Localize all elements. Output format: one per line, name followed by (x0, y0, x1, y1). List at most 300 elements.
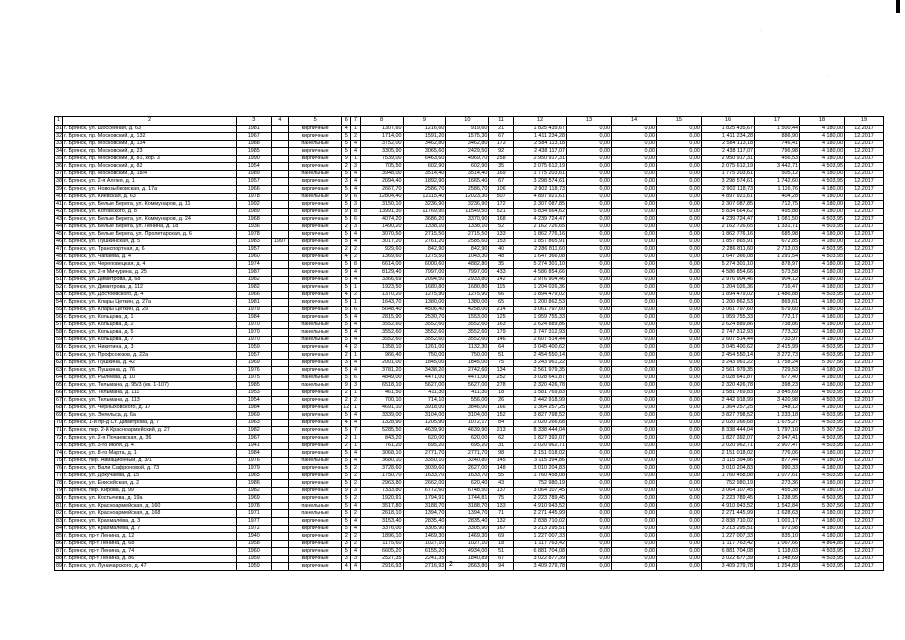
residents-cell: 167 (489, 525, 514, 533)
cost-federal-cell: 0,00 (567, 246, 612, 254)
living-area-cell: 1394,70 (403, 510, 446, 518)
cost-local-cell: 0,00 (656, 404, 701, 412)
floors-cell: 4 (342, 563, 351, 571)
deadline-cell: 12.2017 (845, 427, 884, 435)
address-cell: г. Брянск, ул. Черныховского, д. 17 (63, 404, 237, 412)
floors-cell: 5 (342, 367, 351, 375)
limit-cost-cell: 4 503,95 (800, 442, 845, 450)
living-area-cell: 695,20 (403, 442, 446, 450)
table-row (55, 163, 884, 171)
cost-federal-cell: 0,00 (567, 178, 612, 186)
row-number: 49 (56, 261, 62, 267)
cost-per-sqm-cell: 1 331,71 (755, 223, 800, 231)
year-built-cell: 1977 (236, 518, 271, 526)
cost-owners-cell: 1 581 769,83 (701, 389, 754, 397)
column-number: 12 (513, 117, 566, 126)
year-renovated-cell (271, 216, 288, 224)
year-renovated-cell (271, 442, 288, 450)
floors-cell: 9 (342, 382, 351, 390)
wall-material-cell: кирпичные (289, 412, 342, 420)
residents-cell: 51 (489, 352, 514, 360)
entrances-cell: 4 (351, 450, 360, 458)
living-area-cell: 3552,60 (403, 336, 446, 344)
cost-owners-cell: 3 298 574,61 (701, 178, 754, 186)
residential-area-cell: 1575,30 (446, 133, 489, 141)
cost-local-cell: 0,00 (656, 321, 701, 329)
cost-total-cell: 2 950 917,31 (513, 155, 566, 163)
deadline-cell: 12.2017 (845, 216, 884, 224)
limit-cost-cell: 4 503,95 (800, 472, 845, 480)
floors-cell: 9 (342, 208, 351, 216)
row-number: 54 (56, 298, 62, 305)
address-cell: г. Брянск, ул. Клары Цеткин, д. 27а (63, 299, 237, 307)
cost-local-cell: 0,00 (656, 284, 701, 292)
limit-cost-cell: 4 503,95 (800, 178, 845, 186)
year-built-cell: 1960 (236, 548, 271, 556)
total-area-cell: 1490,20 (360, 223, 403, 231)
floors-cell: 3 (342, 178, 351, 186)
limit-cost-cell: 4 503,95 (800, 548, 845, 556)
residents-cell: 172 (489, 201, 514, 209)
cost-owners-cell: 1 647 366,08 (701, 253, 754, 261)
year-built-cell: 1989 (236, 170, 271, 178)
total-area-cell: 4849,00 (360, 374, 403, 382)
year-renovated-cell (271, 495, 288, 503)
cost-per-sqm-cell: 1 675,27 (755, 419, 800, 427)
address-cell: г. Брянск, пр-т Ленина, д. 86 (63, 555, 237, 563)
limit-cost-cell: 4 180,00 (800, 374, 845, 382)
deadline-cell: 12.2017 (845, 193, 884, 201)
cost-regional-cell: 0,00 (611, 284, 656, 292)
cost-regional-cell: 0,00 (611, 374, 656, 382)
edge-mark (896, 0, 900, 13)
cost-per-sqm-cell: 1 797,10 (755, 427, 800, 435)
residents-cell: 521 (489, 208, 514, 216)
table-row (55, 193, 884, 201)
scan-speck: · (826, 73, 828, 79)
limit-cost-cell: 4 180,00 (800, 201, 845, 209)
wall-material-cell: кирпичные (289, 155, 342, 163)
cost-local-cell: 0,00 (656, 465, 701, 473)
cost-regional-cell: 0,00 (611, 344, 656, 352)
cost-owners-cell: 1 827 392,07 (701, 435, 754, 443)
deadline-cell: 12.2017 (845, 502, 884, 510)
cost-regional-cell: 0,00 (611, 435, 656, 443)
table-row (55, 419, 884, 427)
floors-cell: 2 (342, 389, 351, 397)
wall-material-cell: панельные (289, 336, 342, 344)
residential-area-cell: 750,00 (446, 352, 489, 360)
total-area-cell: 3728,60 (360, 465, 403, 473)
residents-cell: 21 (489, 125, 514, 133)
cost-federal-cell: 0,00 (567, 170, 612, 178)
cost-regional-cell: 0,00 (611, 548, 656, 556)
living-area-cell: 2835,40 (403, 518, 446, 526)
residents-cell: 137 (489, 487, 514, 495)
cost-federal-cell: 0,00 (567, 321, 612, 329)
living-area-cell: 1338,10 (403, 223, 446, 231)
residential-area-cell: 3462,80 (446, 140, 489, 148)
table-row (55, 140, 884, 148)
table-row (55, 268, 884, 276)
floors-cell: 5 (342, 427, 351, 435)
cost-regional-cell: 0,00 (611, 314, 656, 322)
limit-cost-cell: 4 180,00 (800, 268, 845, 276)
living-area-cell: 2771,70 (403, 450, 446, 458)
limit-cost-cell: 4 180,00 (800, 193, 845, 201)
cost-total-cell: 1 200 862,53 (513, 299, 566, 307)
floors-cell: 5 (342, 185, 351, 193)
address-cell: г. Брянск, ул. Транспортная, д. 6 (63, 246, 237, 254)
residents-cell: 66 (489, 291, 514, 299)
year-renovated-cell (271, 344, 288, 352)
limit-cost-cell: 4 503,95 (800, 344, 845, 352)
cost-owners-cell: 2 307 087,85 (701, 201, 754, 209)
cost-total-cell: 4 586 854,66 (513, 268, 566, 276)
residents-cell: 98 (489, 450, 514, 458)
residential-area-cell: 411,30 (446, 389, 489, 397)
table-row (55, 382, 884, 390)
wall-material-cell: панельные (289, 193, 342, 201)
table-row (55, 450, 884, 458)
year-renovated-cell (271, 291, 288, 299)
year-built-cell: 1953 (236, 389, 271, 397)
year-built-cell: 1981 (236, 125, 271, 133)
row-number: 84 (56, 525, 62, 532)
year-renovated-cell (271, 533, 288, 541)
row-number: 75 (56, 457, 62, 464)
year-renovated-cell (271, 133, 288, 141)
cost-local-cell: 0,00 (656, 502, 701, 510)
total-area-cell: 761,20 (360, 442, 403, 450)
cost-owners-cell: 3 010 204,83 (701, 465, 754, 473)
table-row (55, 389, 884, 397)
cost-total-cell: 1 581 769,83 (513, 389, 566, 397)
floors-cell: 4 (342, 419, 351, 427)
year-built-cell: 1984 (236, 450, 271, 458)
year-renovated-cell (271, 253, 288, 261)
limit-cost-cell: 4 180,00 (800, 457, 845, 465)
row-number: 53 (56, 291, 62, 298)
table-row (55, 329, 884, 337)
year-renovated-cell (271, 563, 288, 571)
year-built-cell: 1959 (236, 555, 271, 563)
total-area-cell: 2963,80 (360, 480, 403, 488)
cost-owners-cell: 3 022 877,39 (701, 555, 754, 563)
table-row (55, 465, 884, 473)
limit-cost-cell: 4 180,00 (800, 306, 845, 314)
year-renovated-cell (271, 178, 288, 186)
deadline-cell: 12.2017 (845, 412, 884, 420)
wall-material-cell: кирпичные (289, 291, 342, 299)
deadline-cell: 12.2017 (845, 238, 884, 246)
address-cell: г. Брянск, ул. Вали Сафроновой, д. 73 (63, 465, 237, 473)
year-built-cell: 1985 (236, 148, 271, 156)
limit-cost-cell: 4 503,95 (800, 563, 845, 571)
table-row (55, 502, 884, 510)
year-renovated-cell (271, 480, 288, 488)
cost-total-cell: 2 020 962,71 (513, 442, 566, 450)
cost-total-cell: 5 274 301,10 (513, 261, 566, 269)
cost-local-cell: 0,00 (656, 389, 701, 397)
entrances-cell: 1 (351, 155, 360, 163)
row-number: 57 (56, 321, 62, 328)
entrances-cell: 2 (351, 133, 360, 141)
address-cell: г. Брянск, ул. Киевская, д. 63 (63, 193, 237, 201)
cost-federal-cell: 0,00 (567, 412, 612, 420)
entrances-cell: 2 (351, 510, 360, 518)
cost-per-sqm-cell: 3 442,71 (755, 163, 800, 171)
entrances-cell: 2 (351, 253, 360, 261)
entrances-cell: 6 (351, 306, 360, 314)
cost-total-cell: 2 624 889,86 (513, 321, 566, 329)
cost-total-cell: 2 454 550,14 (513, 352, 566, 360)
total-area-cell: 3517,80 (360, 502, 403, 510)
wall-material-cell: кирпичные (289, 495, 342, 503)
wall-material-cell: кирпичные (289, 238, 342, 246)
residents-cell: 106 (489, 185, 514, 193)
total-area-cell: 1369,60 (360, 253, 403, 261)
column-number: 9 (403, 117, 446, 126)
cost-federal-cell: 0,00 (567, 314, 612, 322)
cost-local-cell: 0,00 (656, 344, 701, 352)
residents-cell: 35 (489, 163, 514, 171)
total-area-cell: 1923,50 (360, 284, 403, 292)
cost-per-sqm-cell: 1 742,60 (755, 178, 800, 186)
wall-material-cell: кирпичные (289, 397, 342, 405)
entrances-cell: 3 (351, 201, 360, 209)
year-built-cell: 1965 (236, 472, 271, 480)
cost-owners-cell: 3 409 279,78 (701, 563, 754, 571)
cost-regional-cell: 0,00 (611, 216, 656, 224)
year-built-cell: 1988 (236, 140, 271, 148)
residents-cell: 258 (489, 155, 514, 163)
cost-local-cell: 0,00 (656, 246, 701, 254)
table-row (55, 540, 884, 548)
floors-cell: 5 (342, 170, 351, 178)
limit-cost-cell: 4 180,00 (800, 185, 845, 193)
wall-material-cell: кирпичные (289, 208, 342, 216)
cost-owners-cell: 2 223 789,45 (701, 495, 754, 503)
table-row (55, 359, 884, 367)
cost-owners-cell: 3 028 641,87 (701, 374, 754, 382)
cost-regional-cell: 0,00 (611, 389, 656, 397)
cost-regional-cell: 0,00 (611, 208, 656, 216)
table-row (55, 208, 884, 216)
cost-per-sqm-cell: 398,23 (755, 382, 800, 390)
year-renovated-cell (271, 193, 288, 201)
floors-cell: 9 (342, 193, 351, 201)
cost-regional-cell: 0,00 (611, 442, 656, 450)
cost-per-sqm-cell: 2 907,47 (755, 442, 800, 450)
wall-material-cell: панельные (289, 502, 342, 510)
entrances-cell: 2 (351, 397, 360, 405)
cost-total-cell: 3 028 641,87 (513, 374, 566, 382)
residents-cell: 278 (489, 382, 514, 390)
limit-cost-cell: 4 180,00 (800, 480, 845, 488)
cost-local-cell: 0,00 (656, 133, 701, 141)
cost-federal-cell: 0,00 (567, 306, 612, 314)
cost-regional-cell: 0,00 (611, 480, 656, 488)
year-renovated-cell (271, 540, 288, 548)
cost-regional-cell: 0,00 (611, 412, 656, 420)
living-area-cell: 2662,00 (403, 480, 446, 488)
cost-per-sqm-cell: 1 758,24 (755, 359, 800, 367)
living-area-cell: 3438,20 (403, 367, 446, 375)
cost-total-cell: 1 204 026,36 (513, 284, 566, 292)
residential-area-cell: 2742,60 (446, 367, 489, 375)
living-area-cell: 1027,10 (403, 540, 446, 548)
cost-owners-cell: 1 227 007,33 (701, 533, 754, 541)
year-built-cell: 1966 (236, 291, 271, 299)
residential-area-cell: 620,00 (446, 435, 489, 443)
wall-material-cell: панельные (289, 374, 342, 382)
limit-cost-cell: 4 180,00 (800, 465, 845, 473)
limit-cost-cell: 4 180,00 (800, 261, 845, 269)
row-number: 89 (56, 562, 62, 569)
row-number: 43 (56, 215, 62, 222)
column-number: 10 (446, 117, 489, 126)
year-renovated-cell (271, 336, 288, 344)
cost-regional-cell: 0,00 (611, 352, 656, 360)
year-built-cell: 1968 (236, 216, 271, 224)
table-row (55, 510, 884, 518)
floors-cell: 5 (342, 231, 351, 239)
floors-cell: 5 (342, 276, 351, 284)
year-built-cell: 1969 (236, 359, 271, 367)
cost-total-cell: 4 897 921,61 (513, 193, 566, 201)
wall-material-cell: кирпичные (289, 367, 342, 375)
entrances-cell: 3 (351, 487, 360, 495)
total-area-cell: 4074,20 (360, 216, 403, 224)
entrances-cell: 6 (351, 374, 360, 382)
total-area-cell: 1714,00 (360, 133, 403, 141)
total-area-cell: 461,50 (360, 389, 403, 397)
cost-owners-cell: 2 151 018,02 (701, 450, 754, 458)
living-area-cell: 5627,00 (403, 382, 446, 390)
cost-total-cell: 1 227 007,33 (513, 533, 566, 541)
limit-cost-cell: 5 307,56 (800, 359, 845, 367)
cost-regional-cell: 0,00 (611, 540, 656, 548)
residents-cell: 163 (489, 321, 514, 329)
entrances-cell: 2 (351, 472, 360, 480)
year-built-cell: 1979 (236, 465, 271, 473)
deadline-cell: 12.2017 (845, 352, 884, 360)
total-area-cell: 3552,60 (360, 321, 403, 329)
column-number: 4 (271, 117, 288, 126)
deadline-cell: 12.2017 (845, 306, 884, 314)
total-area-cell: 1643,70 (360, 299, 403, 307)
cost-owners-cell: 4 239 724,47 (701, 216, 754, 224)
cost-federal-cell: 0,00 (567, 495, 612, 503)
cost-federal-cell: 0,00 (567, 148, 612, 156)
cost-local-cell: 0,00 (656, 435, 701, 443)
column-number: 7 (351, 117, 360, 126)
cost-per-sqm-cell: 348,12 (755, 404, 800, 412)
table-row (55, 314, 884, 322)
table-row (55, 148, 884, 156)
cost-regional-cell: 0,00 (611, 201, 656, 209)
limit-cost-cell: 4 180,00 (800, 314, 845, 322)
total-area-cell: 3017,20 (360, 238, 403, 246)
address-cell: г. Брянск, пер. Кирова, д. 99 (63, 487, 237, 495)
entrances-cell: 2 (351, 540, 360, 548)
residents-cell: 69 (489, 533, 514, 541)
residents-cell: 48 (489, 253, 514, 261)
cost-owners-cell: 2 438 117,07 (701, 148, 754, 156)
row-number: 32 (56, 132, 62, 139)
cost-federal-cell: 0,00 (567, 563, 612, 571)
cost-regional-cell: 0,00 (611, 268, 656, 276)
table-row (55, 374, 884, 382)
limit-cost-cell: 4 503,95 (800, 253, 845, 261)
cost-federal-cell: 0,00 (567, 155, 612, 163)
total-area-cell: 3068,10 (360, 450, 403, 458)
total-area-cell: 1358,10 (360, 344, 403, 352)
cost-total-cell: 2 584 113,18 (513, 140, 566, 148)
row-number: 83 (56, 517, 62, 524)
row-number: 56 (56, 313, 62, 320)
cost-federal-cell: 0,00 (567, 457, 612, 465)
year-renovated-cell (271, 374, 288, 382)
residential-area-cell: 1132,30 (446, 344, 489, 352)
cost-total-cell: 3 213 295,51 (513, 525, 566, 533)
year-built-cell: 1957 (236, 352, 271, 360)
cost-federal-cell: 0,00 (567, 238, 612, 246)
cost-owners-cell: 3 243 961,22 (701, 359, 754, 367)
residential-area-cell: 4934,00 (446, 548, 489, 556)
address-cell: г. Брянск, ул. Шоссейная, д. 63 (63, 125, 237, 133)
cost-regional-cell: 0,00 (611, 563, 656, 571)
cost-total-cell: 8 338 444,04 (513, 427, 566, 435)
address-cell: г. Брянск, пр. Московский, д. 134 (63, 140, 237, 148)
cost-federal-cell: 0,00 (567, 329, 612, 337)
deadline-cell: 12.2017 (845, 291, 884, 299)
cost-regional-cell: 0,00 (611, 518, 656, 526)
floors-cell: 2 (342, 352, 351, 360)
cost-total-cell: 752 980,19 (513, 480, 566, 488)
residential-area-cell: 7997,00 (446, 268, 489, 276)
cost-local-cell: 0,00 (656, 412, 701, 420)
cost-federal-cell: 0,00 (567, 291, 612, 299)
column-number-row (55, 117, 884, 126)
total-area-cell: 1328,90 (360, 419, 403, 427)
living-area-cell: 3552,60 (403, 329, 446, 337)
living-area-cell: 1275,90 (403, 291, 446, 299)
address-cell: г. Брянск, ул. Котовского, д. 8 (63, 208, 237, 216)
deadline-cell: 12.2017 (845, 299, 884, 307)
residents-cell: 433 (489, 268, 514, 276)
residents-cell: 169 (489, 170, 514, 178)
cost-per-sqm-cell: 878,97 (755, 261, 800, 269)
table-row (55, 276, 884, 284)
floors-cell: 2 (342, 397, 351, 405)
cost-regional-cell: 0,00 (611, 140, 656, 148)
cost-total-cell: 1 959 755,33 (513, 314, 566, 322)
address-cell: г. Брянск, пр. Московский, д. 81, кор. 3 (63, 155, 237, 163)
deadline-cell: 12.2017 (845, 472, 884, 480)
floors-cell: 5 (342, 495, 351, 503)
cost-owners-cell: 1 959 755,33 (701, 314, 754, 322)
cost-total-cell: 3 298 574,61 (513, 178, 566, 186)
cost-regional-cell: 0,00 (611, 148, 656, 156)
living-area-cell: 1892,90 (403, 178, 446, 186)
table-row (55, 487, 884, 495)
entrances-cell: 2 (351, 533, 360, 541)
address-cell: г. Брянск, пр. Московский, д. 18/4 (63, 170, 237, 178)
wall-material-cell: кирпичные (289, 563, 342, 571)
living-area-cell: 6772,60 (403, 487, 446, 495)
